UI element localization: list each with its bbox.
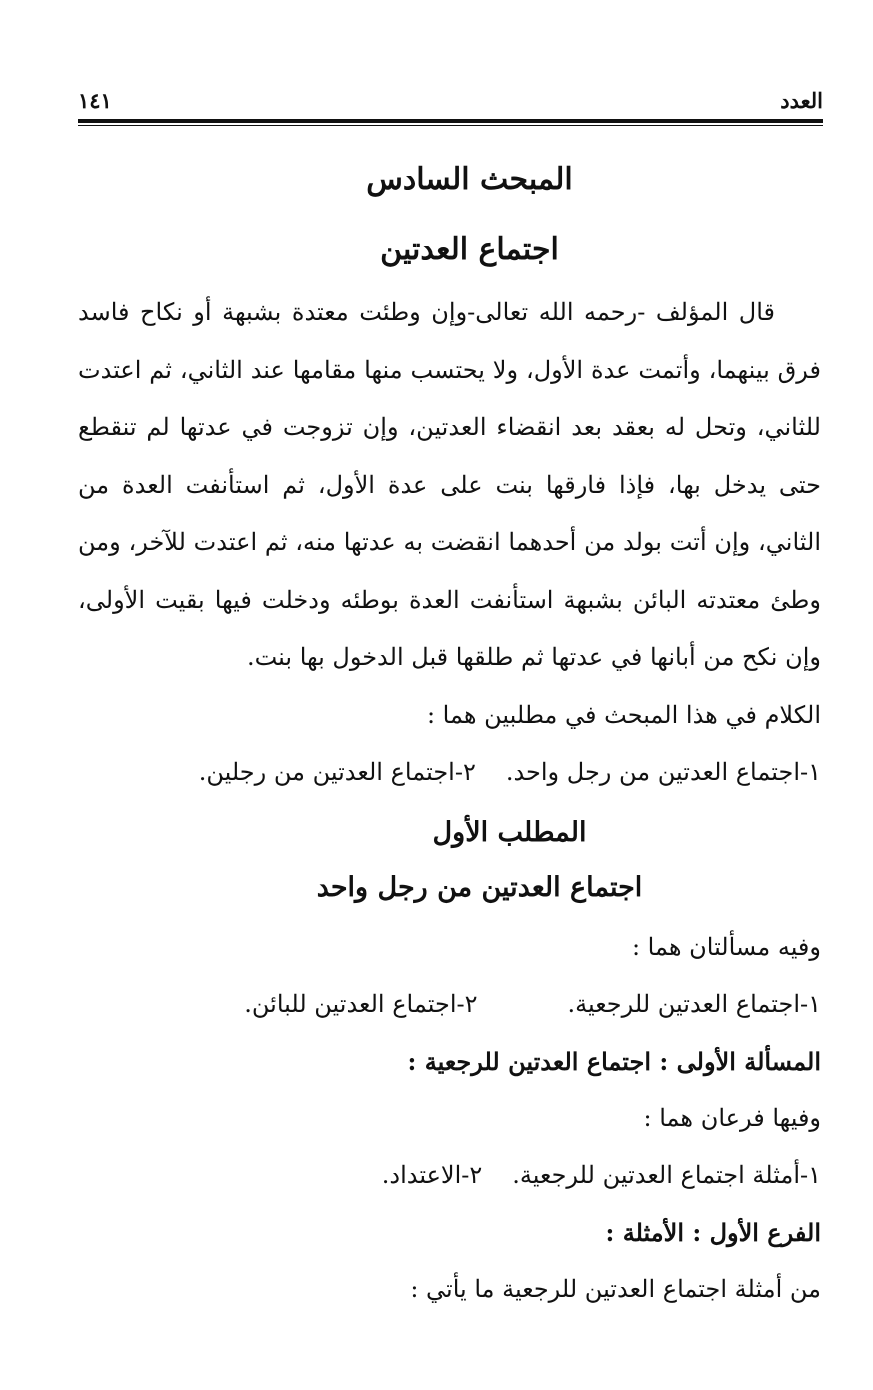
page-number: ١٤١	[78, 88, 112, 113]
list-item: ٢-الاعتداد.	[381, 1160, 483, 1189]
page-header	[78, 88, 823, 122]
header-rule-thick	[78, 119, 823, 123]
section-subtitle: اجتماع العدتين	[380, 232, 559, 267]
intro-line-2: وفيه مسألتان هما :	[631, 932, 821, 961]
subsection-title: المطلب الأول	[432, 816, 587, 848]
section-title: المبحث السادس	[366, 162, 573, 197]
list-item: ٢-اجتماع العدتين للبائن.	[244, 989, 478, 1018]
list-item: ١-اجتماع العدتين للرجعية.	[567, 989, 821, 1018]
list-two-issues	[78, 976, 821, 1033]
running-title: العدد	[780, 88, 823, 113]
list-item: ١-أمثلة اجتماع العدتين للرجعية.	[512, 1160, 821, 1189]
list-item: ١-اجتماع العدتين من رجل واحد.	[505, 757, 821, 786]
intro-line: الكلام في هذا المبحث في مطلبين هما :	[426, 700, 821, 729]
intro-line-3: وفيها فرعان هما :	[643, 1103, 821, 1132]
main-paragraph: قال المؤلف -رحمه الله تعالى-وإن وطئت معتدة بشبهة أو نكاح فاسد فرق بينهما، وأتمت عدة الأول، ولا يحتسب منها مقامها عند الثاني، ثم اعتدت للثاني، وتحل له بعقد بعد انقضاء العدتين، وإن تزوجت في عدتها لم تنقطع حتى يدخل بها، فإذا فارقها بنت على عدة الأول، ثم استأنفت العدة من الثاني، وإن أتت بولد من أحدهما انقضت به عدتها منه، ثم اعتدت للآخر، ومن وطئ معتدته البائن بشبهة استأنفت العدة بوطئه ودخلت فيها بقيت الأولى، وإن نكح من أبانها في عدتها ثم طلقها قبل الدخول بها بنت.	[78, 298, 821, 671]
branch-heading: الفرع الأول : الأمثلة :	[605, 1217, 821, 1247]
last-line: من أمثلة اجتماع العدتين للرجعية ما يأتي :	[410, 1274, 821, 1303]
page-body	[78, 160, 821, 1318]
list-two-topics	[78, 744, 821, 801]
subsection-subtitle: اجتماع العدتين من رجل واحد	[316, 871, 643, 903]
list-item: ٢-اجتماع العدتين من رجلين.	[198, 757, 476, 786]
header-rule-thin	[78, 125, 823, 126]
list-two-branches	[78, 1147, 821, 1204]
issue-heading: المسألة الأولى : اجتماع العدتين للرجعية :	[407, 1046, 821, 1076]
